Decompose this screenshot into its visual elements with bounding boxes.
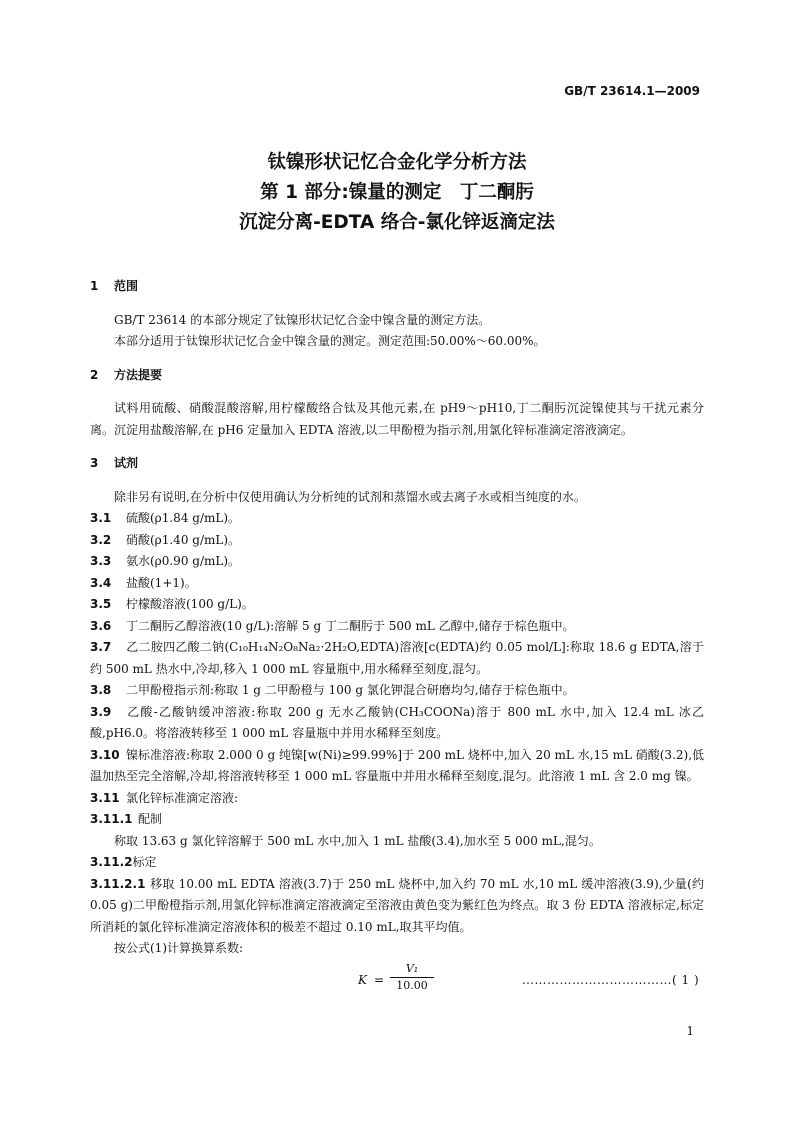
clause-text: 镍标准溶液:称取 2.000 0 g 纯镍[w(Ni)≥99.99%]于 200 mL 烧杯中,加入 20 mL 水,15 mL 硝酸(3.2),低温加热至完全溶解,冷却,将溶液转移至 1 000 mL 容量瓶中并用水稀释至刻度,混匀。此溶液 1 mL 含 2.0 mg 镍。 bbox=[90, 747, 705, 783]
clause bbox=[90, 637, 704, 680]
reagent-list bbox=[90, 508, 704, 831]
clause-text: 柠檬酸溶液(100 g/L)。 bbox=[126, 597, 254, 611]
formula-denominator: 10.00 bbox=[396, 978, 428, 992]
document-title bbox=[0, 148, 794, 238]
clause bbox=[90, 573, 704, 595]
section-heading-reagents bbox=[90, 453, 704, 475]
paragraph: 按公式(1)计算换算系数: bbox=[114, 941, 244, 955]
clause-text: 氯化锌标准滴定溶液: bbox=[126, 790, 239, 805]
page-number: 1 bbox=[686, 1024, 694, 1038]
clause-text: 硝酸(ρ1.40 g/mL)。 bbox=[126, 532, 241, 547]
standard-number: GB/T 23614.1—2009 bbox=[564, 84, 700, 98]
clause-text: 硫酸(ρ1.84 g/mL)。 bbox=[126, 511, 241, 525]
paragraph: 试料用硫酸、硝酸混酸溶解,用柠檬酸络合钛及其他元素,在 pH9～pH10,丁二酮肟沉淀镍使其与干扰元素分离。沉淀用盐酸溶解,在 pH6 定量加入 EDTA 溶液,以二甲酚橙为指示剂,用氯化锌标准滴定溶液滴定。 bbox=[90, 401, 704, 437]
clause-number: 3.7 bbox=[90, 640, 112, 654]
clause bbox=[90, 530, 704, 552]
clause-text: 二甲酚橙指示剂:称取 1 g 二甲酚橙与 100 g 氯化钾混合研磨均匀,储存于棕色瓶中。 bbox=[126, 683, 575, 697]
title-line-3: 沉淀分离-EDTA 络合-氯化锌返滴定法 bbox=[239, 212, 555, 233]
clause-text: 乙二胺四乙酸二钠(C₁₀H₁₄N₂O₈Na₂·2H₂O,EDTA)溶液[c(EDTA)约 0.05 mol/L]:称取 18.6 g EDTA,溶于约 500 mL 热水中,冷却,移入 1 000 mL 容量瓶中,用水稀释至刻度,混匀。 bbox=[90, 640, 704, 676]
section-number: 3 bbox=[90, 456, 99, 470]
clause bbox=[90, 745, 704, 788]
clause bbox=[90, 594, 704, 616]
clause-number: 3.8 bbox=[90, 683, 112, 697]
clause bbox=[90, 551, 704, 573]
formula-equals: = bbox=[374, 972, 385, 987]
clause-number: 3.9 bbox=[90, 704, 112, 719]
section-title: 方法提要 bbox=[114, 367, 163, 382]
clause-text: 丁二酮肟乙醇溶液(10 g/L):溶解 5 g 丁二酮肟于 500 mL 乙醇中,储存于棕色瓶中。 bbox=[126, 618, 575, 633]
section-heading-scope bbox=[90, 276, 704, 298]
clause-number: 3.5 bbox=[90, 597, 112, 611]
clause bbox=[90, 616, 704, 638]
clause-number: 3.11.1 bbox=[90, 812, 133, 826]
title-line-1: 钛镍形状记忆合金化学分析方法 bbox=[267, 152, 527, 173]
formula-numerator: V₁ bbox=[405, 961, 419, 975]
clause-number: 3.2 bbox=[90, 532, 112, 547]
clause-number: 3.11.2.1 bbox=[90, 876, 146, 891]
section-number: 2 bbox=[90, 367, 99, 382]
formula-1 bbox=[90, 962, 704, 996]
formula-label: ………………………………( 1 ) bbox=[522, 972, 700, 987]
clause-number: 3.6 bbox=[90, 618, 112, 633]
clause-number: 3.4 bbox=[90, 575, 112, 590]
paragraph: 本部分适用于钛镍形状记忆合金中镍含量的测定。测定范围:50.00%～60.00%。 bbox=[114, 334, 546, 348]
clause bbox=[90, 852, 704, 874]
clause-text: 移取 10.00 mL EDTA 溶液(3.7)于 250 mL 烧杯中,加入约 70 mL 水,10 mL 缓冲溶液(3.9),少量(约 0.05 g)二甲酚橙指示剂,用氯化锌标准滴定溶液滴定至溶液由黄色变为紫红色为终点。取 3 份 EDTA 溶液标定,标定所消耗的氯化锌标准滴定溶液体积的极差不超过 0.10 mL,取其平均值。 bbox=[90, 876, 704, 934]
clause bbox=[90, 702, 704, 745]
clause-text: 盐酸(1+1)。 bbox=[126, 575, 197, 590]
clause bbox=[90, 508, 704, 530]
clause-text: 标定 bbox=[132, 855, 157, 869]
clause bbox=[90, 788, 704, 810]
section-title: 试剂 bbox=[114, 456, 139, 470]
formula-lhs: K bbox=[358, 972, 367, 987]
title-line-2: 第 1 部分:镍量的测定 丁二酮肟 bbox=[260, 182, 534, 203]
clause-text: 乙酸-乙酸钠缓冲溶液:称取 200 g 无水乙酸钠(CH₃COONa)溶于 800 mL 水中,加入 12.4 mL 冰乙酸,pH6.0。将溶液转移至 1 000 mL 容量瓶中并用水稀释至刻度。 bbox=[90, 704, 704, 740]
clause bbox=[90, 680, 704, 702]
clause-text: 氨水(ρ0.90 g/mL)。 bbox=[126, 554, 241, 568]
paragraph: 除非另有说明,在分析中仅使用确认为分析纯的试剂和蒸馏水或去离子水或相当纯度的水。 bbox=[114, 489, 586, 504]
clause-number: 3.3 bbox=[90, 554, 112, 568]
clause-number: 3.11.2 bbox=[90, 855, 133, 869]
clause bbox=[90, 874, 704, 939]
clause-text: 配制 bbox=[138, 812, 163, 826]
clause-number: 3.11 bbox=[90, 790, 120, 805]
clause bbox=[90, 809, 704, 831]
section-number: 1 bbox=[90, 279, 99, 293]
section-heading-principle bbox=[90, 365, 704, 387]
formula-fraction bbox=[390, 962, 434, 993]
clause-number: 3.10 bbox=[90, 747, 120, 762]
paragraph: GB/T 23614 的本部分规定了钛镍形状记忆合金中镍含量的测定方法。 bbox=[114, 312, 491, 327]
section-title: 范围 bbox=[114, 279, 139, 293]
paragraph: 称取 13.63 g 氯化锌溶解于 500 mL 水中,加入 1 mL 盐酸(3.4),加水至 5 000 mL,混匀。 bbox=[114, 833, 601, 848]
clause-number: 3.1 bbox=[90, 511, 112, 525]
document-body bbox=[90, 276, 704, 996]
